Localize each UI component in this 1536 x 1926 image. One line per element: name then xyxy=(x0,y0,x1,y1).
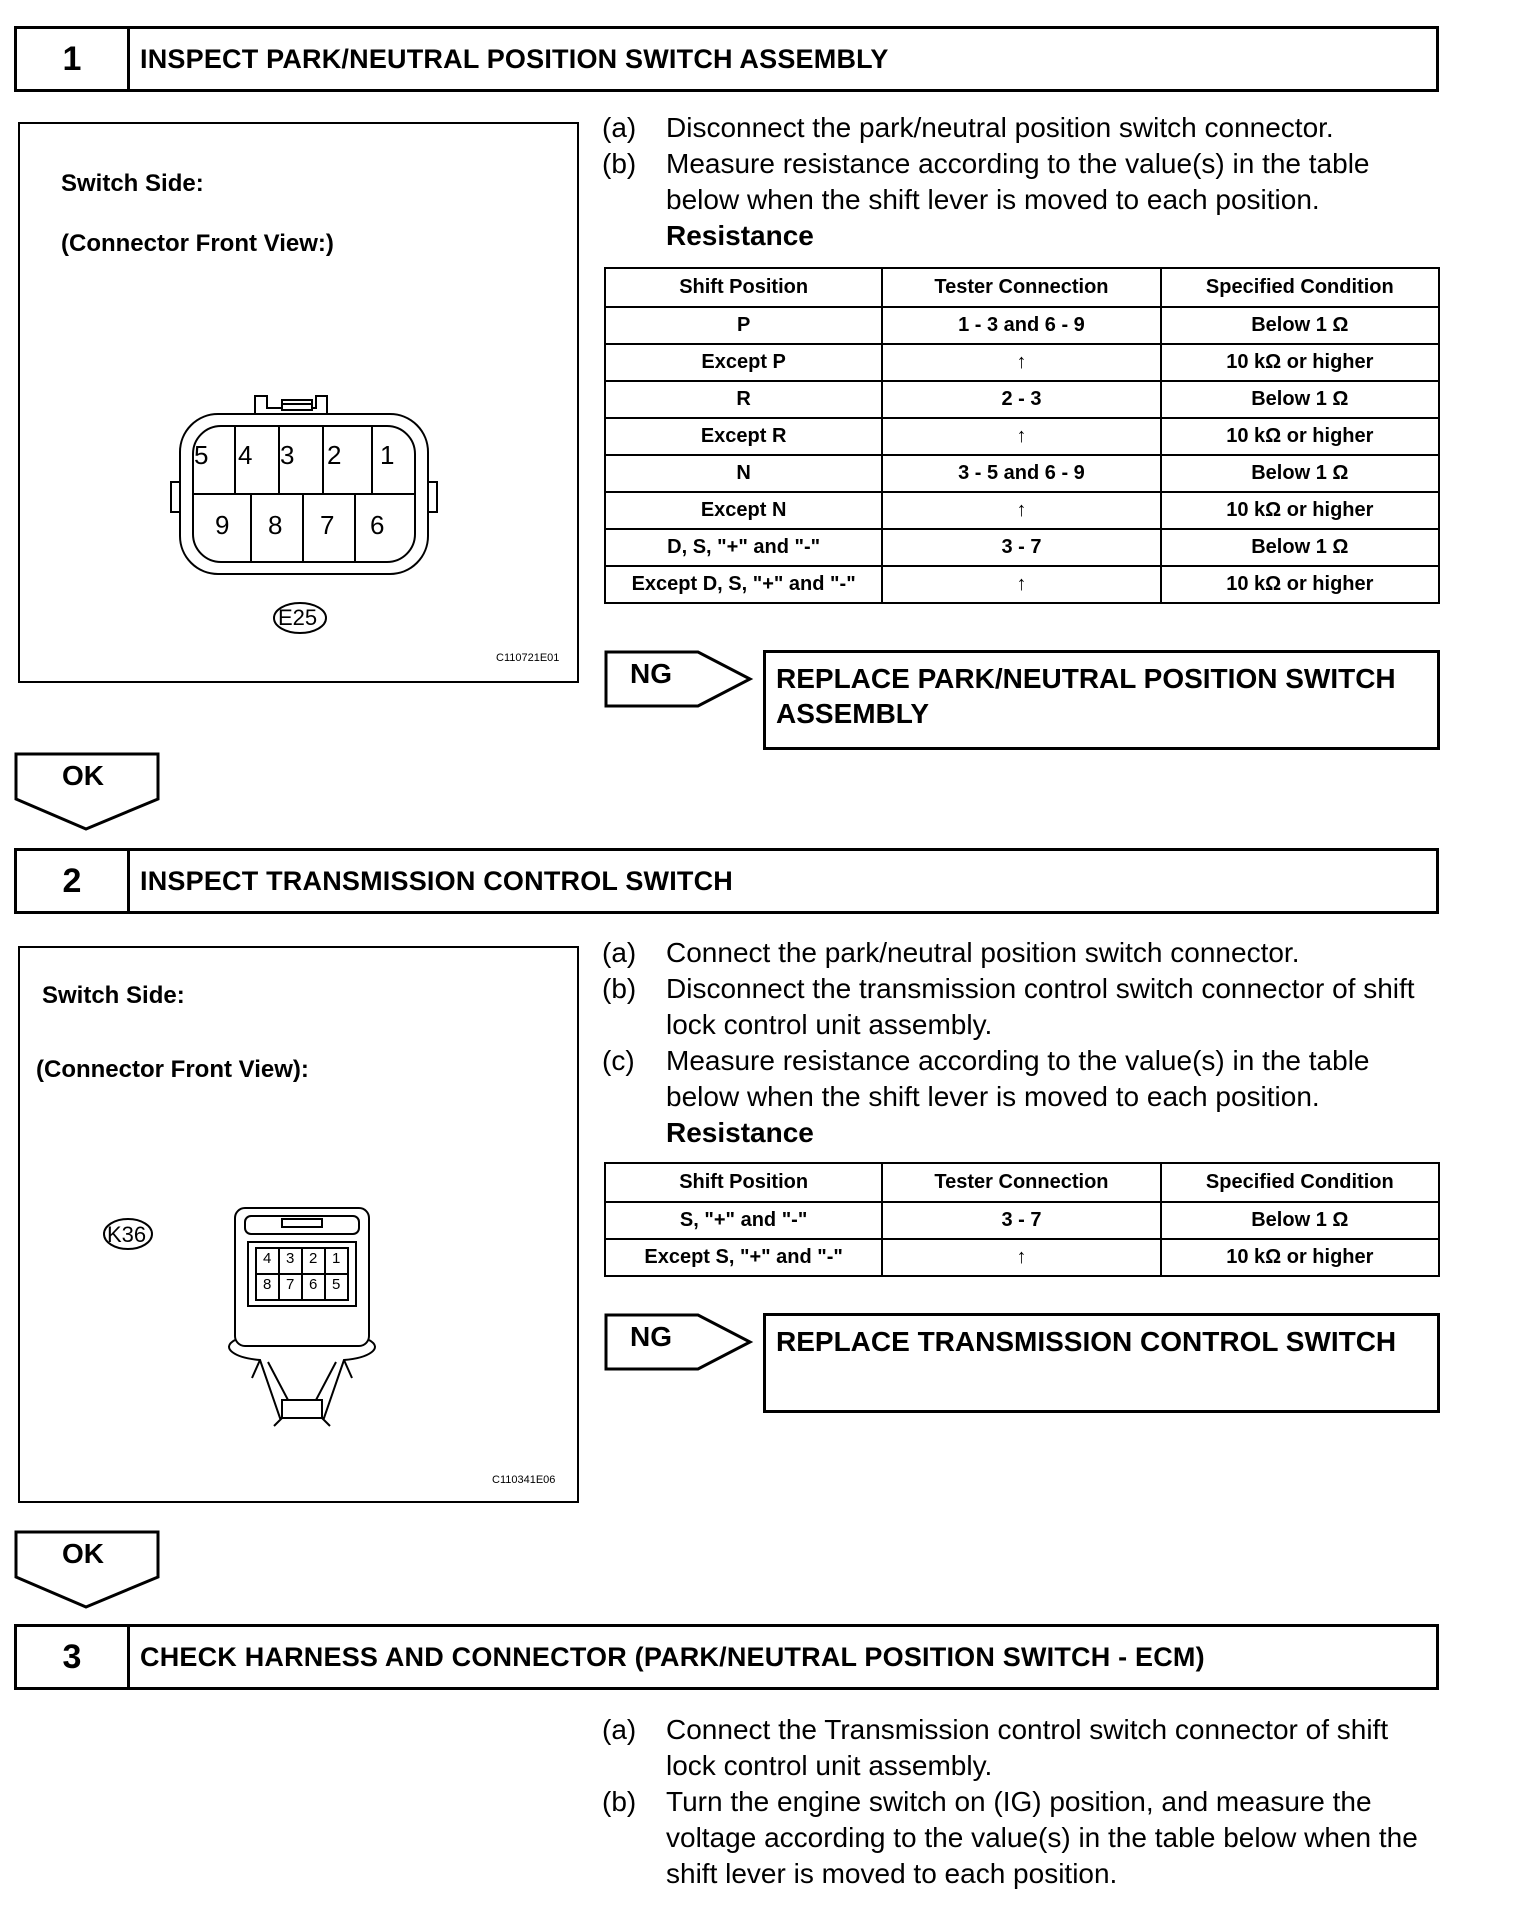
instruction-item xyxy=(602,110,1442,146)
figure-label-switch-side: Switch Side: xyxy=(61,170,204,197)
column-header: Shift Position xyxy=(605,1163,882,1202)
table-row xyxy=(605,381,1439,418)
table-cell: Except P xyxy=(605,344,882,381)
column-header: Shift Position xyxy=(605,268,882,307)
pin-label: 1 xyxy=(332,1250,341,1267)
connector-figure-k36 xyxy=(18,946,579,1503)
pin-label: 8 xyxy=(268,510,283,540)
table-row xyxy=(605,1202,1439,1239)
table-cell: 3 - 5 and 6 - 9 xyxy=(882,455,1160,492)
table-cell: 10 kΩ or higher xyxy=(1161,492,1439,529)
table-cell: 3 - 7 xyxy=(882,1202,1160,1239)
column-header: Tester Connection xyxy=(882,268,1160,307)
pin-label: 4 xyxy=(238,440,253,470)
ng-branch-2 xyxy=(604,1313,1440,1413)
ok-label: OK xyxy=(62,760,104,791)
instruction-marker: (b) xyxy=(602,148,637,179)
ok-branch-1 xyxy=(14,752,160,832)
ng-result-box: REPLACE TRANSMISSION CONTROL SWITCH xyxy=(763,1313,1440,1413)
table-cell: 10 kΩ or higher xyxy=(1161,1239,1439,1276)
pin-label: 4 xyxy=(263,1250,272,1267)
pin-label: 8 xyxy=(263,1276,272,1293)
instruction-text: Connect the Transmission control switch connector of shift lock control unit assembly. xyxy=(666,1714,1389,1781)
instruction-text: Turn the engine switch on (IG) position, and measure the voltage according to the value(s) in the table below when the shift lever is moved to each position. xyxy=(666,1786,1418,1889)
ok-branch-2 xyxy=(14,1530,160,1610)
step-title: INSPECT PARK/NEUTRAL POSITION SWITCH ASSEMBLY xyxy=(140,43,889,74)
ng-arrow-icon xyxy=(604,650,754,710)
pin-label: 3 xyxy=(286,1250,295,1267)
column-header: Tester Connection xyxy=(882,1163,1160,1202)
table-cell: R xyxy=(605,381,882,418)
column-header: Specified Condition xyxy=(1161,1163,1439,1202)
step-2-header xyxy=(14,848,1439,914)
table-cell: Below 1 Ω xyxy=(1161,381,1439,418)
step-title: CHECK HARNESS AND CONNECTOR (PARK/NEUTRAL POSITION SWITCH - ECM) xyxy=(140,1641,1205,1672)
instruction-item xyxy=(602,1712,1442,1784)
step-2-instructions xyxy=(602,935,1442,1151)
instruction-text: Disconnect the park/neutral position switch connector. xyxy=(666,112,1334,143)
table-cell: D, S, "+" and "-" xyxy=(605,529,882,566)
ng-label: NG xyxy=(630,1321,672,1352)
table-title: Resistance xyxy=(666,220,814,251)
table-cell: P xyxy=(605,307,882,344)
pin-label: 7 xyxy=(320,510,335,540)
table-header-row xyxy=(605,1163,1439,1202)
step-1-instructions xyxy=(602,110,1442,254)
instruction-marker: (c) xyxy=(602,1045,635,1076)
instruction-text: Connect the park/neutral position switch connector. xyxy=(666,937,1300,968)
step-title: INSPECT TRANSMISSION CONTROL SWITCH xyxy=(140,865,734,896)
table-cell: Except R xyxy=(605,418,882,455)
resistance-table-1 xyxy=(604,267,1440,604)
table-cell: ↑ xyxy=(882,566,1160,603)
table-cell: 2 - 3 xyxy=(882,381,1160,418)
table-cell: S, "+" and "-" xyxy=(605,1202,882,1239)
table-row xyxy=(605,344,1439,381)
table-row xyxy=(605,418,1439,455)
column-header: Specified Condition xyxy=(1161,268,1439,307)
figure-label-front-view: (Connector Front View:) xyxy=(61,230,334,257)
table-cell: 3 - 7 xyxy=(882,529,1160,566)
pin-label: 6 xyxy=(309,1276,318,1293)
table-row xyxy=(605,492,1439,529)
table-cell: ↑ xyxy=(882,418,1160,455)
instruction-item xyxy=(602,971,1442,1043)
figure-code: C110721E01 xyxy=(496,652,560,664)
pin-label: 3 xyxy=(280,440,295,470)
connector-e25-drawing xyxy=(20,124,577,681)
ng-label: NG xyxy=(630,658,672,689)
table-cell: Below 1 Ω xyxy=(1161,1202,1439,1239)
instruction-marker: (b) xyxy=(602,1786,637,1817)
connector-id-e25: E25 xyxy=(278,605,318,630)
pin-label: 5 xyxy=(194,440,209,470)
step-3-instructions xyxy=(602,1712,1442,1892)
figure-label-front-view: (Connector Front View): xyxy=(36,1056,309,1083)
table-row xyxy=(605,307,1439,344)
table-row xyxy=(605,455,1439,492)
table-row xyxy=(605,529,1439,566)
instruction-item xyxy=(602,146,1442,218)
figure-label-switch-side: Switch Side: xyxy=(42,982,185,1009)
instruction-marker: (b) xyxy=(602,973,637,1004)
instruction-item xyxy=(602,935,1442,971)
instruction-text: Measure resistance according to the value(s) in the table below when the shift lever is moved to each position. xyxy=(666,148,1370,215)
table-cell: 10 kΩ or higher xyxy=(1161,418,1439,455)
step-1-header xyxy=(14,26,1439,92)
connector-k36-drawing xyxy=(20,948,577,1501)
table-cell: ↑ xyxy=(882,1239,1160,1276)
table-row xyxy=(605,566,1439,603)
table-cell: Below 1 Ω xyxy=(1161,455,1439,492)
table-cell: 1 - 3 and 6 - 9 xyxy=(882,307,1160,344)
instruction-item xyxy=(602,1043,1442,1115)
table-header-row xyxy=(605,268,1439,307)
table-cell: Below 1 Ω xyxy=(1161,307,1439,344)
pin-label: 1 xyxy=(380,440,395,470)
connector-figure-e25 xyxy=(18,122,579,683)
step-number: 3 xyxy=(17,1627,130,1687)
table-title: Resistance xyxy=(666,1117,814,1148)
instruction-marker: (a) xyxy=(602,112,637,143)
pin-label: 6 xyxy=(370,510,385,540)
step-number: 2 xyxy=(17,851,130,911)
resistance-table-2 xyxy=(604,1162,1440,1277)
table-cell: Below 1 Ω xyxy=(1161,529,1439,566)
instruction-text: Measure resistance according to the value(s) in the table below when the shift lever is moved to each position. xyxy=(666,1045,1370,1112)
figure-code: C110341E06 xyxy=(492,1474,556,1486)
ok-label: OK xyxy=(62,1538,104,1569)
instruction-marker: (a) xyxy=(602,1714,637,1745)
table-cell: Except N xyxy=(605,492,882,529)
ng-result-box: REPLACE PARK/NEUTRAL POSITION SWITCH ASSEMBLY xyxy=(763,650,1440,750)
ng-branch-1 xyxy=(604,650,1440,750)
table-cell: 10 kΩ or higher xyxy=(1161,344,1439,381)
instruction-marker: (a) xyxy=(602,937,637,968)
table-cell: Except D, S, "+" and "-" xyxy=(605,566,882,603)
instruction-item xyxy=(602,1784,1442,1892)
table-cell: ↑ xyxy=(882,344,1160,381)
table-cell: ↑ xyxy=(882,492,1160,529)
step-number: 1 xyxy=(17,29,130,89)
table-row xyxy=(605,1239,1439,1276)
pin-label: 2 xyxy=(327,440,342,470)
pin-label: 9 xyxy=(215,510,230,540)
instruction-text: Disconnect the transmission control switch connector of shift lock control unit assembly. xyxy=(666,973,1415,1040)
pin-label: 2 xyxy=(309,1250,318,1267)
table-cell: Except S, "+" and "-" xyxy=(605,1239,882,1276)
table-cell: N xyxy=(605,455,882,492)
pin-label: 7 xyxy=(286,1276,295,1293)
pin-label: 5 xyxy=(332,1276,341,1293)
connector-id-k36: K36 xyxy=(107,1222,147,1247)
table-cell: 10 kΩ or higher xyxy=(1161,566,1439,603)
step-3-header xyxy=(14,1624,1439,1690)
ng-arrow-icon xyxy=(604,1313,754,1373)
